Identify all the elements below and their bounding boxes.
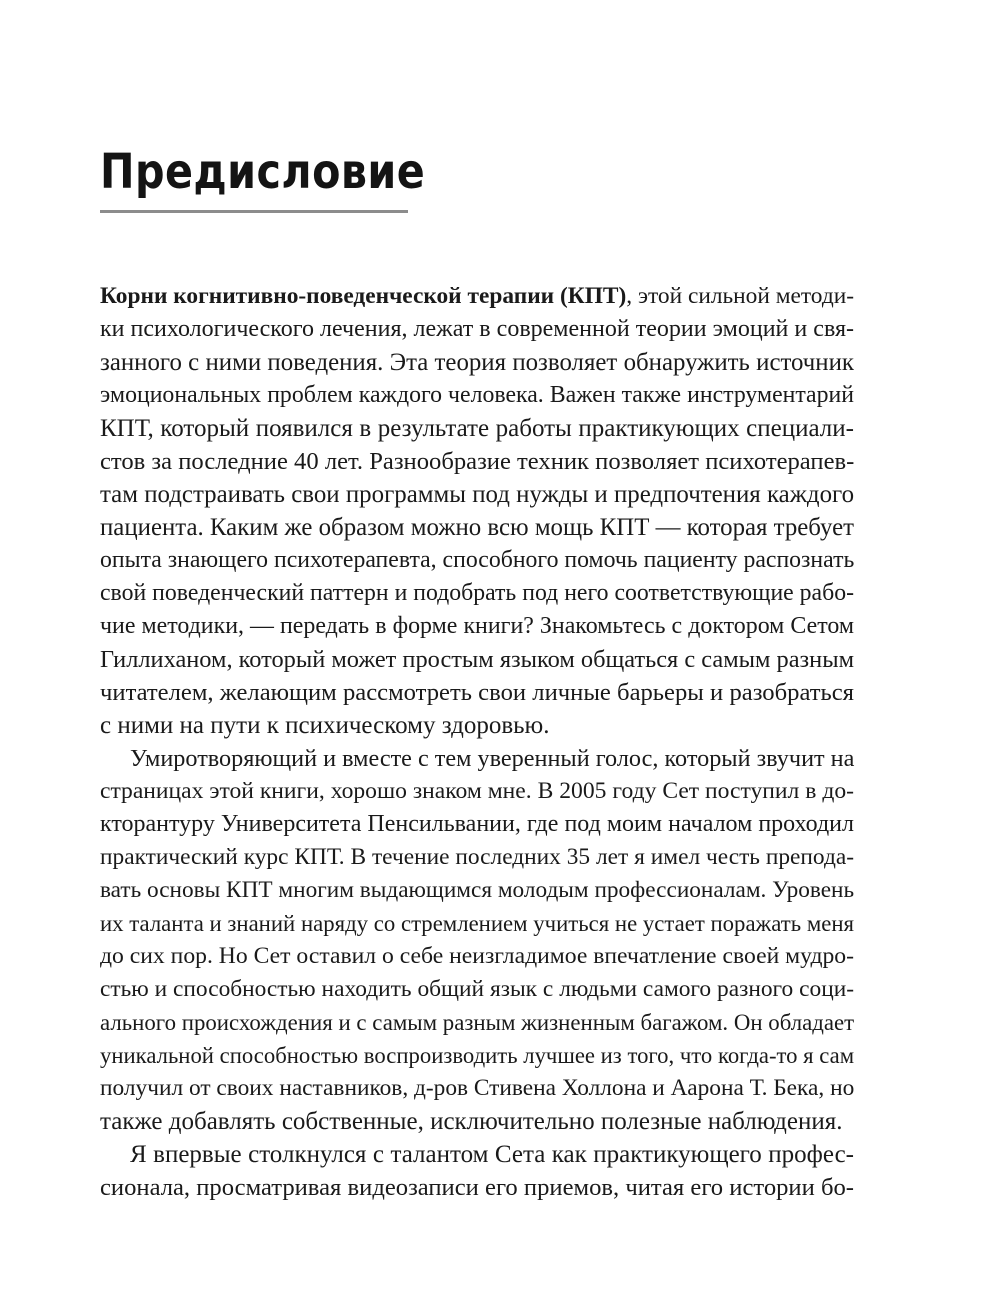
text-line: читателем, желающим рассмотреть свои личные барьеры и разобраться xyxy=(100,679,854,706)
text-line: стью и способностью находить общий язык с людьми самого разного соци- xyxy=(100,976,854,1002)
text-line: также добавлять собственные, исключительно полезные наблюдения. xyxy=(100,1108,843,1135)
body-text xyxy=(100,280,854,1204)
text-line: вать основы КПТ многим выдающимся молодым профессионалам. Уровень xyxy=(100,877,855,903)
text-line: Гиллиханом, который может простым языком общаться с самым разным xyxy=(100,646,854,673)
title-underline xyxy=(100,210,408,213)
text-line: Умиротворяющий и вместе с тем уверенный голос, который звучит на xyxy=(130,745,855,772)
text-line: пациента. Каким же образом можно всю мощь КПТ — которая требует xyxy=(100,514,855,541)
text-line: страницах этой книги, хорошо знаком мне. В 2005 году Сет поступил в до- xyxy=(100,778,854,804)
text-line: ки психологического лечения, лежат в современной теории эмоций и свя- xyxy=(100,316,854,342)
text-line: эмоциональных проблем каждого человека. Важен также инструментарий xyxy=(100,382,854,408)
text-line: ального происхождения и с самым разным жизненным багажом. Он обладает xyxy=(100,1010,855,1035)
text-line: Корни когнитивно-поведенческой терапии (КПТ), этой сильной методи- xyxy=(100,283,855,309)
text-line: чие методики, — передать в форме книги? Знакомьтесь с доктором Сетом xyxy=(100,613,854,639)
chapter-title: Предисловие xyxy=(100,144,426,200)
text-line: там подстраивать свои программы под нужды и предпочтения каждого xyxy=(100,481,855,508)
text-line: свой поведенческий паттерн и подобрать под него соответствующие рабо- xyxy=(100,580,854,606)
text-line: сионала, просматривая видеозаписи его приемов, читая его истории бо- xyxy=(100,1174,854,1201)
paragraph xyxy=(100,280,854,742)
text-line: до сих пор. Но Сет оставил о себе неизгладимое впечатление своей мудро- xyxy=(100,943,854,969)
text-line: с ними на пути к психическому здоровью. xyxy=(100,712,550,739)
text-line: Я впервые столкнулся с талантом Сета как практикующего профес- xyxy=(130,1141,854,1168)
text-line: практический курс КПТ. В течение последних 35 лет я имел честь препода- xyxy=(100,844,854,870)
text-line: КПТ, который появился в результате работы практикующих специали- xyxy=(100,415,854,442)
text-line: получил от своих наставников, д-ров Стивена Холлона и Аарона Т. Бека, но xyxy=(100,1075,855,1101)
text-line: их таланта и знаний наряду со стремлением учиться не устает поражать меня xyxy=(100,911,854,936)
text-line: кторантуру Университета Пенсильвании, где под моим началом проходил xyxy=(100,811,854,837)
text-line: стов за последние 40 лет. Разнообразие техник позволяет психотерапев- xyxy=(100,448,855,475)
text-line: занного с ними поведения. Эта теория позволяет обнаружить источник xyxy=(100,349,854,376)
paragraph xyxy=(100,1138,854,1204)
paragraph xyxy=(100,742,854,1138)
bold-lead-phrase: Корни когнитивно-поведенческой терапии (КПТ) xyxy=(100,283,627,309)
text-line: уникальной способностью воспроизводить лучшее из того, что когда-то я сам xyxy=(100,1043,855,1068)
text-line: опыта знающего психотерапевта, способного помочь пациенту распознать xyxy=(100,547,855,573)
chapter-header xyxy=(100,142,426,202)
